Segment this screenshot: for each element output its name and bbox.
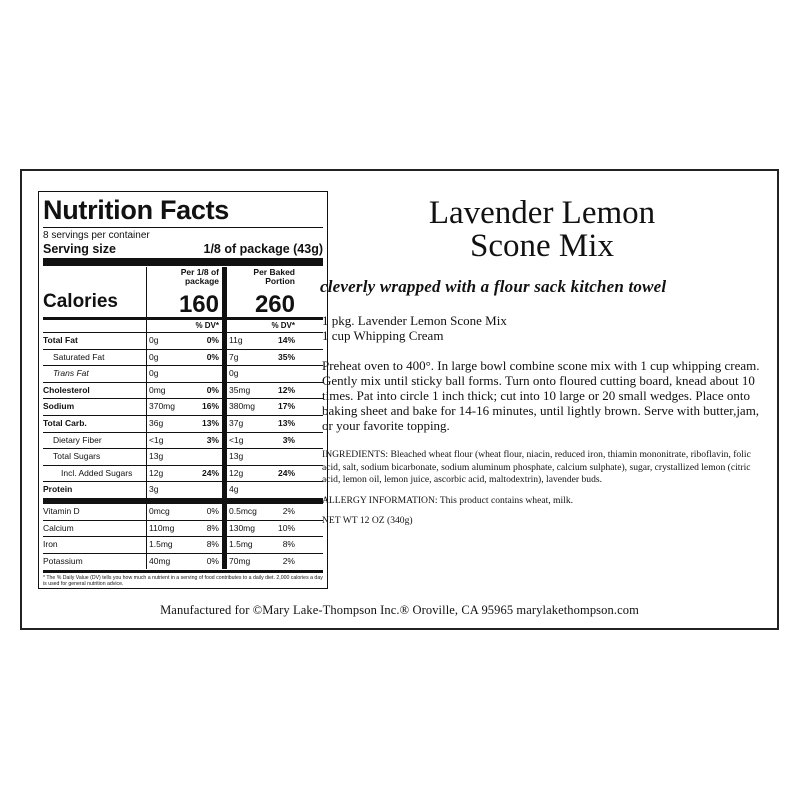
nutrient-row (43, 382, 323, 399)
nutrient-percent-dv: 13% (201, 417, 219, 428)
nutrient-name: Trans Fat (53, 368, 89, 379)
nutrient-percent-dv: 0% (206, 384, 219, 395)
nutrient-name: Total Fat (43, 335, 78, 345)
nutrition-facts-title: Nutrition Facts (43, 195, 323, 228)
divider-thick (43, 258, 323, 266)
nutrient-cell-package (146, 350, 222, 366)
nutrient-cell-baked (222, 521, 298, 537)
nutrient-name: Cholesterol (43, 384, 90, 395)
nutrient-cell-baked (222, 433, 298, 449)
nutrient-amount: 0mg (149, 384, 166, 395)
ingredients-block (322, 449, 762, 487)
nutrient-row (43, 520, 323, 537)
nutrient-percent-dv: 0% (206, 335, 219, 345)
allergy-text: This product contains wheat, milk. (439, 494, 574, 506)
nutrition-footnote: * The % Daily Value (DV) tells you how much a nutrient in a serving of food contributes to a daily diet. 2,000 calories a day is used for general nutrition advice. (43, 570, 323, 587)
nutrient-cell-baked (222, 466, 298, 482)
nutrient-name: Calcium (43, 522, 74, 533)
nutrient-cell-baked (222, 399, 298, 415)
nutrient-percent-dv: 2% (282, 555, 295, 566)
nutrient-row (43, 503, 323, 520)
nutrient-name: Total Sugars (53, 451, 101, 462)
nutrient-amount: 1.5mg (149, 539, 173, 550)
nutrient-cell-package (146, 366, 222, 382)
dv-label-baked: % DV* (222, 320, 298, 332)
nutrient-percent-dv: 10% (277, 522, 295, 533)
recipe-items (322, 313, 762, 343)
servings-per-container: 8 servings per container (43, 230, 150, 241)
nutrient-percent-dv: 13% (277, 417, 295, 428)
nutrient-amount: 70mg (229, 555, 251, 566)
nutrient-amount: 1.5mg (229, 539, 253, 550)
nutrient-percent-dv: 0% (206, 555, 219, 566)
recipe-item-mix: 1 pkg. Lavender Lemon Scone Mix (322, 313, 507, 328)
nutrient-cell-baked (222, 383, 298, 399)
nutrient-name: Total Carb. (43, 417, 87, 428)
nutrient-amount: 0g (229, 368, 239, 379)
nutrient-name: Dietary Fiber (53, 434, 102, 445)
nutrient-row (43, 465, 323, 482)
nutrient-amount: 0g (149, 368, 159, 379)
nutrient-amount: 0g (149, 351, 159, 362)
nutrient-amount: 370mg (149, 401, 175, 412)
nutrient-amount: 12g (149, 467, 164, 478)
nutrient-amount: 0mcg (149, 505, 170, 516)
nutrition-facts-panel (38, 191, 328, 589)
nutrient-row (43, 349, 323, 366)
col-header-package: Per 1/8 of package (180, 267, 219, 286)
nutrient-cell-baked (222, 333, 298, 349)
nutrient-cell-package (146, 504, 222, 520)
nutrient-cell-package (146, 399, 222, 415)
nutrient-percent-dv: 12% (277, 384, 295, 395)
nutrient-rows (43, 332, 323, 569)
nutrient-cell-baked (222, 482, 298, 498)
nutrient-amount: 37g (229, 417, 244, 428)
nutrient-amount: 0.5mcg (229, 505, 257, 516)
nutrient-row (43, 415, 323, 432)
baking-directions: Preheat oven to 400°. In large bowl combine scone mix with 1 cup whipping cream. Gently mix until sticky ball forms. Turn onto floured cutting board, knead about 10 times. Pat into circle 1 inch thick; cut into 10 large or 20 small wedges. Place onto baking sheet and bake for 14-16 minutes, until lightly brown. Serve with butter,jam, or your favorite topping. (322, 358, 760, 433)
nutrient-percent-dv: 2% (282, 505, 295, 516)
col-header-baked: Per Baked Portion (253, 267, 295, 286)
nutrient-amount: <1g (149, 434, 164, 445)
nutrient-percent-dv: 0% (206, 505, 219, 516)
nutrient-cell-package (146, 333, 222, 349)
nutrient-amount: 130mg (229, 522, 255, 533)
nutrient-amount: 4g (229, 484, 239, 495)
nutrient-percent-dv: 8% (206, 539, 219, 550)
nutrient-percent-dv: 24% (201, 467, 219, 478)
calories-col-package (146, 267, 222, 317)
recipe-item-cream: 1 cup Whipping Cream (322, 328, 444, 343)
calories-col-baked (222, 267, 298, 317)
nutrient-name: Incl. Added Sugars (61, 467, 133, 478)
nutrient-name: Potassium (43, 555, 83, 566)
serving-size-value: 1/8 of package (43g) (203, 242, 323, 256)
nutrient-row (43, 536, 323, 553)
nutrient-amount: 13g (149, 451, 164, 462)
daily-value-header (43, 317, 323, 332)
calories-row (43, 267, 323, 317)
product-title-line1: Lavender Lemon (428, 195, 656, 231)
calories-value-baked: 260 (254, 291, 295, 318)
nutrient-row (43, 365, 323, 382)
product-tagline: cleverly wrapped with a flour sack kitchen towel (320, 277, 667, 296)
nutrient-percent-dv: 35% (277, 351, 295, 362)
product-title-line2: Scone Mix (470, 228, 614, 264)
nutrient-percent-dv: 3% (206, 434, 219, 445)
serving-size-row (43, 242, 323, 257)
nutrient-cell-package (146, 521, 222, 537)
nutrient-cell-package (146, 537, 222, 553)
nutrient-name: Vitamin D (43, 505, 80, 516)
calories-label: Calories (43, 291, 118, 312)
nutrient-cell-package (146, 449, 222, 465)
dv-label-package: % DV* (146, 320, 222, 332)
nutrient-amount: 0g (149, 335, 159, 345)
ingredients-label: INGREDIENTS: (322, 449, 389, 460)
nutrient-amount: 380mg (229, 401, 255, 412)
nutrient-amount: 36g (149, 417, 164, 428)
nutrient-amount: 13g (229, 451, 244, 462)
manufacturer-footer: Manufactured for ©Mary Lake-Thompson Inc.® Oroville, CA 95965 marylakethompson.com (160, 603, 639, 617)
serving-size-label: Serving size (43, 242, 116, 256)
nutrient-row (43, 553, 323, 570)
ingredients-text: Bleached wheat flour (wheat flour, niacin, reduced iron, thiamin mononitrate, riboflavin, folic acid, salt, sodium bicarbonate, sodium aluminum phosphate, calcium sulphate), sugar, crystallized lemon (citric acid, lemon oil, lemon juice, ascorbic acid, maltodextrin), lavender buds. (322, 449, 751, 485)
nutrient-amount: 110mg (149, 522, 175, 533)
nutrient-cell-baked (222, 416, 298, 432)
nutrient-cell-baked (222, 366, 298, 382)
nutrient-row (43, 432, 323, 449)
product-info (322, 191, 762, 527)
allergy-label: ALLERGY INFORMATION: (322, 494, 438, 506)
nutrient-percent-dv: 17% (277, 401, 295, 412)
nutrient-name: Protein (43, 484, 73, 495)
nutrient-name: Sodium (43, 401, 75, 412)
nutrient-cell-package (146, 383, 222, 399)
nutrient-amount: 40mg (149, 555, 171, 566)
nutrient-percent-dv: 24% (277, 467, 295, 478)
nutrient-cell-package (146, 466, 222, 482)
nutrient-cell-baked (222, 537, 298, 553)
nutrient-amount: 3g (149, 484, 159, 495)
nutrient-cell-baked (222, 554, 298, 570)
nutrient-amount: 12g (229, 467, 244, 478)
allergy-block (322, 495, 762, 507)
nutrient-percent-dv: 8% (206, 522, 219, 533)
nutrient-cell-package (146, 416, 222, 432)
product-label-card (20, 169, 779, 630)
nutrient-name: Iron (43, 539, 58, 550)
nutrient-percent-dv: 3% (282, 434, 295, 445)
nutrient-cell-baked (222, 449, 298, 465)
nutrient-cell-package (146, 433, 222, 449)
nutrient-amount: <1g (229, 434, 244, 445)
nutrient-row (43, 332, 323, 349)
nutrient-name: Saturated Fat (53, 351, 105, 362)
nutrient-percent-dv: 8% (282, 539, 295, 550)
nutrient-cell-package (146, 482, 222, 498)
nutrient-percent-dv: 14% (277, 335, 295, 345)
calories-value-package: 160 (178, 291, 219, 318)
nutrient-percent-dv: 16% (201, 401, 219, 412)
nutrient-row (43, 448, 323, 465)
nutrient-cell-baked (222, 504, 298, 520)
net-weight: NET WT 12 OZ (340g) (322, 514, 413, 526)
nutrient-cell-baked (222, 350, 298, 366)
product-title (322, 197, 762, 263)
nutrient-row (43, 398, 323, 415)
nutrient-amount: 35mg (229, 384, 251, 395)
nutrient-row (43, 481, 323, 503)
nutrient-amount: 7g (229, 351, 239, 362)
nutrient-amount: 11g (229, 335, 243, 345)
nutrient-percent-dv: 0% (206, 351, 219, 362)
nutrient-cell-package (146, 554, 222, 570)
